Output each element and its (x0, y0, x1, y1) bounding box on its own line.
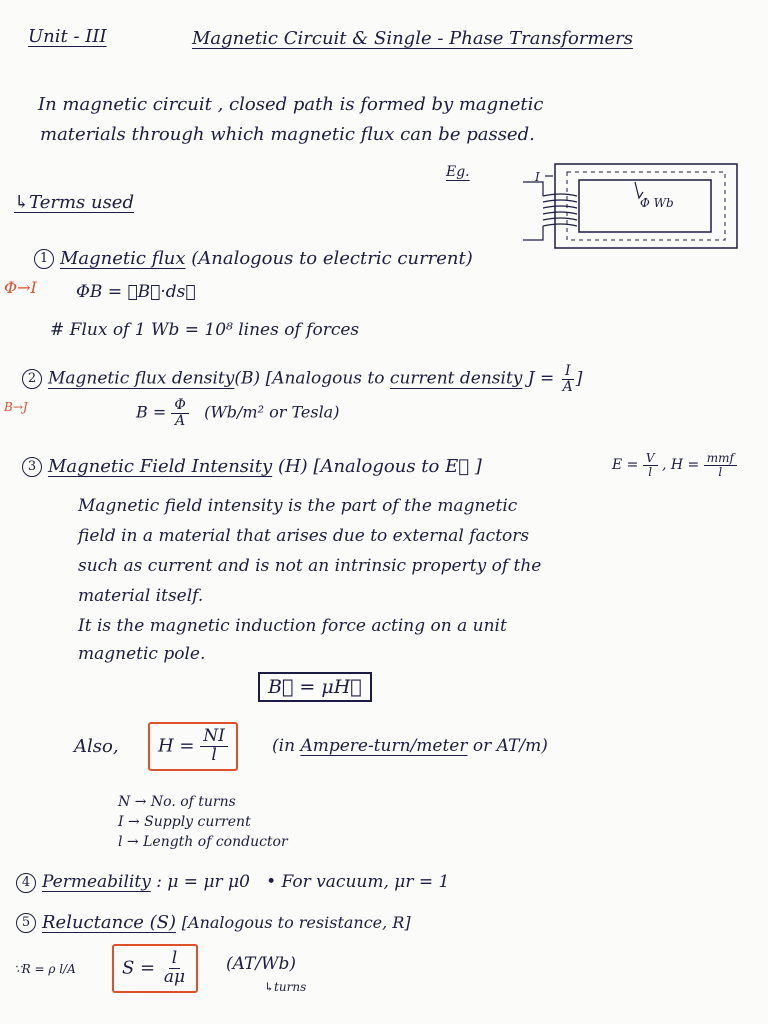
term-2-number: 2 (22, 369, 42, 389)
flux-density-formula (136, 398, 339, 428)
term-1-number: 1 (34, 249, 54, 269)
term-3-heading (22, 456, 482, 477)
page-title: Magnetic Circuit & Single - Phase Transformers (192, 28, 634, 49)
intensity-para-line: material itself. (78, 586, 204, 606)
term-1-heading (34, 248, 473, 269)
term-5-note: [Analogous to resistance, R] (181, 913, 411, 932)
intro-line-1: In magnetic circuit , closed path is formed by magnetic (38, 94, 544, 115)
s-numerator: l (169, 950, 180, 969)
intensity-para-line: magnetic pole. (78, 644, 206, 664)
term-1-note: (Analogous to electric current) (191, 248, 473, 269)
h-formula-denominator: l (211, 744, 217, 765)
term-5-title: Reluctance (S) (42, 912, 177, 933)
terms-heading: ↳Terms used (14, 192, 134, 213)
h-units-prefix: (in (272, 736, 296, 756)
term-5-line (16, 912, 411, 933)
term-1-side-note: Φ→I (4, 278, 37, 297)
term-2-title: Magnetic flux density (48, 368, 235, 389)
intro-line-2: materials through which magnetic flux can be passed. (40, 124, 535, 145)
b-mu-h-formula: B⃗ = μH⃗ (258, 672, 372, 702)
diagram-current-label: I (535, 170, 540, 184)
legend-item: N → No. of turns (118, 794, 236, 810)
reluctance-units: (AT/Wb) (226, 954, 297, 974)
term-2-j-lhs: J = (527, 368, 555, 389)
diagram-flux-label: Φ Wb (640, 196, 674, 210)
b-units: (Wb/m² or Tesla) (204, 402, 340, 422)
legend-item: l → Length of conductor (118, 834, 288, 850)
e-h-formulas (612, 452, 737, 478)
h-lhs: , H = (661, 457, 700, 474)
intensity-para-line: field in a material that arises due to external factors (78, 526, 530, 546)
legend-item: I → Supply current (118, 814, 251, 830)
term-2-heading: 2 Magnetic flux density(B) [Analogous to current density J = $\frac{I}{A}$ ] (22, 364, 582, 394)
term-2-note-prefix: [Analogous to (265, 368, 385, 389)
b-numerator: Φ (171, 398, 188, 414)
term-5-number: 5 (16, 913, 36, 933)
term-4-number: 4 (16, 873, 36, 893)
h-units (272, 736, 548, 756)
b-lhs: B = (136, 402, 167, 422)
term-3-number: 3 (22, 457, 42, 477)
term-2-suffix: (B) (234, 368, 261, 389)
term-1-title: Magnetic flux (60, 248, 186, 269)
magnetic-core-diagram (515, 158, 745, 254)
e-denominator: l (648, 464, 653, 479)
h-formula-lhs: H = (158, 735, 195, 757)
reluctance-formula-box (112, 944, 198, 993)
intensity-para-line: Magnetic field intensity is the part of the magnetic (78, 496, 518, 516)
term-5-side-note: ∵R = ρ l/A (14, 962, 76, 976)
intensity-para-line: It is the magnetic induction force acting on a unit (78, 616, 507, 636)
e-lhs: E = (612, 457, 639, 474)
also-label: Also, (74, 736, 119, 757)
turns-note: ↳turns (264, 980, 307, 994)
example-label: Eg. (446, 164, 470, 180)
b-denominator: A (175, 412, 186, 429)
h-units-suffix: or AT/m) (472, 736, 548, 756)
term-3-suffix: (H) (277, 456, 308, 477)
unit-label: Unit - III (28, 26, 107, 47)
term-4-title: Permeability (42, 872, 151, 892)
term-4-vacuum: • For vacuum, μr = 1 (266, 872, 450, 892)
term-4-line (16, 872, 449, 893)
h-formula-box (148, 722, 238, 771)
e-numerator: V (643, 452, 658, 466)
j-numerator: I (562, 364, 574, 380)
term-1-formula: ΦB = ∮B⃗·ds⃗ (76, 282, 196, 302)
h-denominator: l (718, 464, 723, 479)
flux-fact: # Flux of 1 Wb = 10⁸ lines of forces (50, 320, 360, 340)
intensity-para-line: such as current and is not an intrinsic property of the (78, 556, 542, 576)
h-numerator: mmf (704, 452, 737, 466)
s-lhs: S = (122, 957, 156, 979)
term-2-note-underlined: current density (389, 368, 523, 389)
term-3-note: [Analogous to E⃗ ] (313, 456, 482, 477)
h-formula-numerator: NI (200, 728, 228, 747)
h-units-underlined: Ampere-turn/meter (300, 736, 468, 756)
s-denominator: aμ (163, 966, 186, 987)
j-denominator: A (562, 378, 573, 395)
term-2-side-note: B→J (4, 400, 28, 414)
term-3-title: Magnetic Field Intensity (48, 456, 273, 477)
term-4-formula: : μ = μr μ0 (156, 872, 250, 892)
